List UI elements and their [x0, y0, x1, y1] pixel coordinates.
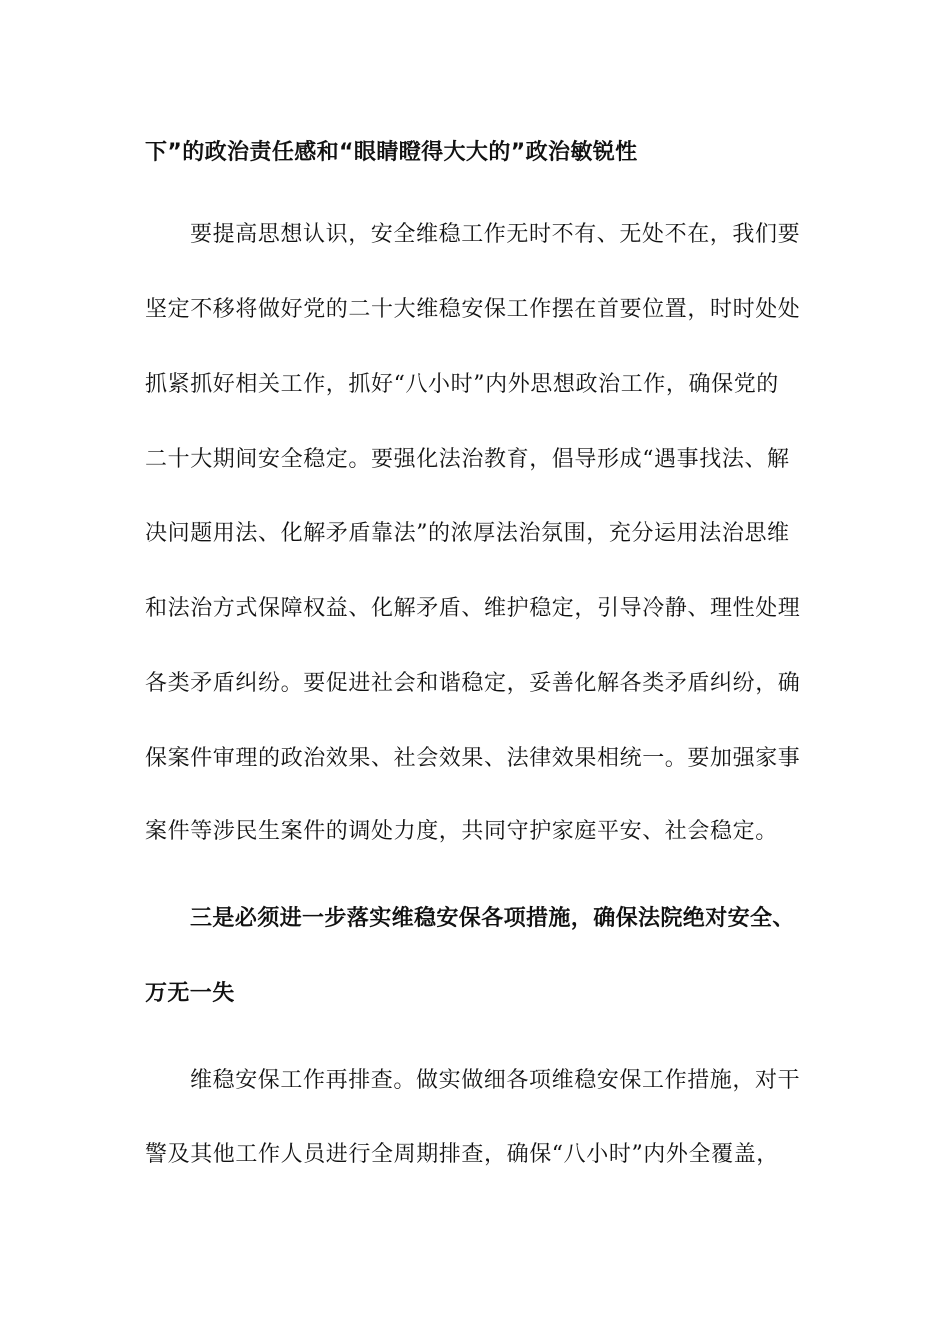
section-heading: 三是必须进一步落实维稳安保各项措施，确保法院绝对安全、 — [190, 906, 795, 931]
heading-continuation: 下”的政治责任感和“眼睛瞪得大大的”政治敏锐性 — [145, 140, 638, 165]
paragraph-line: 各类矛盾纠纷。要促进社会和谐稳定，妥善化解各类矛盾纠纷，确 — [145, 671, 801, 696]
paragraph-line: 二十大期间安全稳定。要强化法治教育，倡导形成“遇事找法、解 — [145, 447, 790, 472]
paragraph-line: 保案件审理的政治效果、社会效果、法律效果相统一。要加强家事 — [145, 746, 801, 771]
paragraph-line: 坚定不移将做好党的二十大维稳安保工作摆在首要位置，时时处处 — [145, 297, 801, 322]
paragraph-line: 案件等涉民生案件的调处力度，共同守护家庭平安、社会稳定。 — [145, 819, 778, 844]
paragraph-line: 要提高思想认识，安全维稳工作无时不有、无处不在，我们要 — [190, 222, 801, 247]
section-heading: 万无一失 — [145, 981, 235, 1006]
paragraph-line: 维稳安保工作再排查。做实做细各项维稳安保工作措施，对干 — [190, 1068, 801, 1093]
paragraph-line: 警及其他工作人员进行全周期排查，确保“八小时”内外全覆盖， — [145, 1142, 779, 1167]
paragraph-line: 和法治方式保障权益、化解矛盾、维护稳定，引导冷静、理性处理 — [145, 596, 801, 621]
paragraph-line: 决问题用法、化解矛盾靠法”的浓厚法治氛围，充分运用法治思维 — [145, 521, 790, 546]
paragraph-line: 抓紧抓好相关工作，抓好“八小时”内外思想政治工作，确保党的 — [145, 372, 779, 397]
